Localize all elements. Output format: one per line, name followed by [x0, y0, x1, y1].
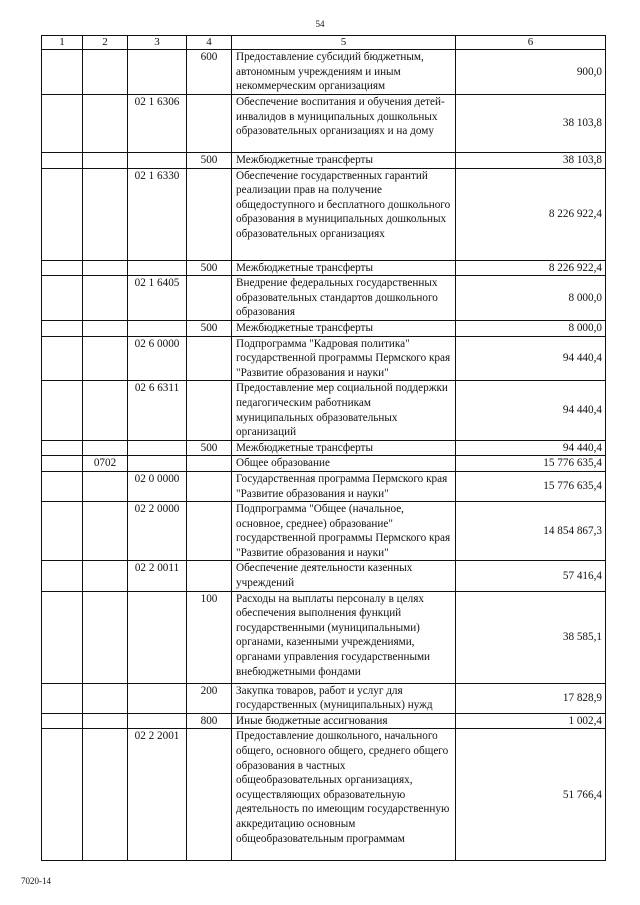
cell-col-2: [83, 276, 128, 321]
cell-col-1: [42, 683, 83, 713]
cell-col-1: [42, 561, 83, 591]
table-row: [42, 561, 606, 591]
table-row: [42, 713, 606, 729]
table-row: [42, 336, 606, 381]
cell-col-4: 200: [187, 683, 232, 713]
cell-col-2: [83, 502, 128, 561]
column-header: 3: [128, 36, 187, 50]
cell-col-6: 57 416,4: [456, 561, 606, 591]
cell-col-1: [42, 713, 83, 729]
cell-col-6: 8 226 922,4: [456, 260, 606, 276]
cell-col-6: 900,0: [456, 50, 606, 95]
cell-col-2: [83, 260, 128, 276]
cell-col-6: 8 000,0: [456, 320, 606, 336]
table-row: [42, 440, 606, 456]
cell-col-2: [83, 561, 128, 591]
cell-col-1: [42, 260, 83, 276]
cell-col-6: 15 776 635,4: [456, 471, 606, 501]
cell-col-5: Государственная программа Пермского края "Развитие образования и науки": [232, 471, 456, 501]
cell-col-5: Межбюджетные трансферты: [232, 440, 456, 456]
column-header: 1: [42, 36, 83, 50]
footer-code: 7020-14: [21, 876, 51, 886]
cell-col-5: Иные бюджетные ассигнования: [232, 713, 456, 729]
cell-col-6: 8 000,0: [456, 276, 606, 321]
cell-col-1: [42, 336, 83, 381]
cell-col-5: Предоставление дошкольного, начального общего, основного общего, среднего общего образования в частных общеобразовательных организациях, осуществляющих образовательную деятельность по имеющим государственную аккредитацию основным общеобразовательным программам: [232, 729, 456, 861]
cell-col-3: 02 2 2001: [128, 729, 187, 861]
cell-col-3: 02 0 0000: [128, 471, 187, 501]
cell-col-1: [42, 320, 83, 336]
cell-col-1: [42, 168, 83, 260]
cell-col-3: [128, 591, 187, 683]
table-row: [42, 260, 606, 276]
cell-col-4: [187, 471, 232, 501]
cell-col-6: 38 103,8: [456, 95, 606, 153]
cell-col-2: [83, 471, 128, 501]
cell-col-5: Внедрение федеральных государственных образовательных стандартов дошкольного образования: [232, 276, 456, 321]
cell-col-5: Общее образование: [232, 456, 456, 472]
cell-col-4: [187, 381, 232, 440]
cell-col-6: 38 103,8: [456, 153, 606, 169]
cell-col-4: 500: [187, 153, 232, 169]
cell-col-6: 94 440,4: [456, 336, 606, 381]
cell-col-1: [42, 276, 83, 321]
cell-col-5: Межбюджетные трансферты: [232, 320, 456, 336]
cell-col-3: [128, 50, 187, 95]
table-row: [42, 276, 606, 321]
cell-col-2: [83, 440, 128, 456]
cell-col-5: Расходы на выплаты персоналу в целях обеспечения выполнения функций государственными (муниципальными) органами, казенными учреждениями, органами управления государственными внебюджетными фондами: [232, 591, 456, 683]
cell-col-4: [187, 561, 232, 591]
table-row: [42, 683, 606, 713]
cell-col-2: [83, 683, 128, 713]
cell-col-4: [187, 336, 232, 381]
cell-col-1: [42, 381, 83, 440]
table-row: [42, 456, 606, 472]
cell-col-4: 500: [187, 260, 232, 276]
cell-col-6: 8 226 922,4: [456, 168, 606, 260]
cell-col-2: [83, 320, 128, 336]
cell-col-2: [83, 168, 128, 260]
table-row: [42, 729, 606, 861]
cell-col-1: [42, 471, 83, 501]
cell-col-4: 100: [187, 591, 232, 683]
column-header: 5: [232, 36, 456, 50]
cell-col-6: 94 440,4: [456, 440, 606, 456]
cell-col-6: 1 002,4: [456, 713, 606, 729]
cell-col-4: [187, 729, 232, 861]
cell-col-6: 51 766,4: [456, 729, 606, 861]
cell-col-4: [187, 168, 232, 260]
cell-col-5: Подпрограмма "Общее (начальное, основное, среднее) образование" государственной программы Пермского края "Развитие образования и науки": [232, 502, 456, 561]
page-number: 54: [315, 19, 325, 29]
table-row: [42, 168, 606, 260]
cell-col-6: 17 828,9: [456, 683, 606, 713]
table-row: [42, 502, 606, 561]
cell-col-3: 02 2 0011: [128, 561, 187, 591]
table-row: [42, 153, 606, 169]
cell-col-5: Предоставление субсидий бюджетным, автономным учреждениям и иным некоммерческим организациям: [232, 50, 456, 95]
cell-col-1: [42, 502, 83, 561]
cell-col-4: [187, 95, 232, 153]
cell-col-1: [42, 50, 83, 95]
cell-col-3: [128, 153, 187, 169]
cell-col-5: Обеспечение государственных гарантий реализации прав на получение общедоступного и бесплатного дошкольного образования в муниципальных дошкольных образовательных организациях: [232, 168, 456, 260]
table-row: [42, 95, 606, 153]
cell-col-4: [187, 502, 232, 561]
cell-col-1: [42, 456, 83, 472]
cell-col-4: [187, 276, 232, 321]
cell-col-2: [83, 336, 128, 381]
cell-col-4: 600: [187, 50, 232, 95]
cell-col-3: [128, 320, 187, 336]
cell-col-3: [128, 683, 187, 713]
cell-col-3: 02 6 6311: [128, 381, 187, 440]
cell-col-6: 14 854 867,3: [456, 502, 606, 561]
cell-col-4: 800: [187, 713, 232, 729]
cell-col-3: 02 6 0000: [128, 336, 187, 381]
cell-col-6: 38 585,1: [456, 591, 606, 683]
table-row: [42, 591, 606, 683]
cell-col-2: [83, 50, 128, 95]
table-row: [42, 50, 606, 95]
table-row: [42, 471, 606, 501]
cell-col-1: [42, 591, 83, 683]
cell-col-5: Предоставление мер социальной поддержки педагогическим работникам муниципальных образовательных организаций: [232, 381, 456, 440]
cell-col-1: [42, 153, 83, 169]
column-header: 4: [187, 36, 232, 50]
cell-col-2: 0702: [83, 456, 128, 472]
cell-col-3: 02 2 0000: [128, 502, 187, 561]
cell-col-3: [128, 440, 187, 456]
cell-col-6: 15 776 635,4: [456, 456, 606, 472]
cell-col-3: 02 1 6306: [128, 95, 187, 153]
cell-col-5: Обеспечение воспитания и обучения детей-инвалидов в муниципальных дошкольных образовательных организациях и на дому: [232, 95, 456, 153]
cell-col-5: Закупка товаров, работ и услуг для государственных (муниципальных) нужд: [232, 683, 456, 713]
cell-col-5: Межбюджетные трансферты: [232, 153, 456, 169]
cell-col-1: [42, 729, 83, 861]
cell-col-2: [83, 95, 128, 153]
cell-col-1: [42, 95, 83, 153]
cell-col-4: 500: [187, 320, 232, 336]
cell-col-3: [128, 456, 187, 472]
cell-col-6: 94 440,4: [456, 381, 606, 440]
column-header: 6: [456, 36, 606, 50]
table-row: [42, 381, 606, 440]
cell-col-1: [42, 440, 83, 456]
cell-col-5: Подпрограмма "Кадровая политика" государственной программы Пермского края "Развитие образования и науки": [232, 336, 456, 381]
cell-col-3: 02 1 6405: [128, 276, 187, 321]
budget-table: [41, 35, 606, 861]
cell-col-2: [83, 713, 128, 729]
column-header: 2: [83, 36, 128, 50]
cell-col-2: [83, 153, 128, 169]
cell-col-2: [83, 729, 128, 861]
cell-col-3: 02 1 6330: [128, 168, 187, 260]
cell-col-3: [128, 260, 187, 276]
cell-col-5: Обеспечение деятельности казенных учреждений: [232, 561, 456, 591]
cell-col-4: [187, 456, 232, 472]
cell-col-4: 500: [187, 440, 232, 456]
cell-col-2: [83, 381, 128, 440]
header-row: [42, 36, 606, 50]
cell-col-5: Межбюджетные трансферты: [232, 260, 456, 276]
table-row: [42, 320, 606, 336]
cell-col-3: [128, 713, 187, 729]
cell-col-2: [83, 591, 128, 683]
